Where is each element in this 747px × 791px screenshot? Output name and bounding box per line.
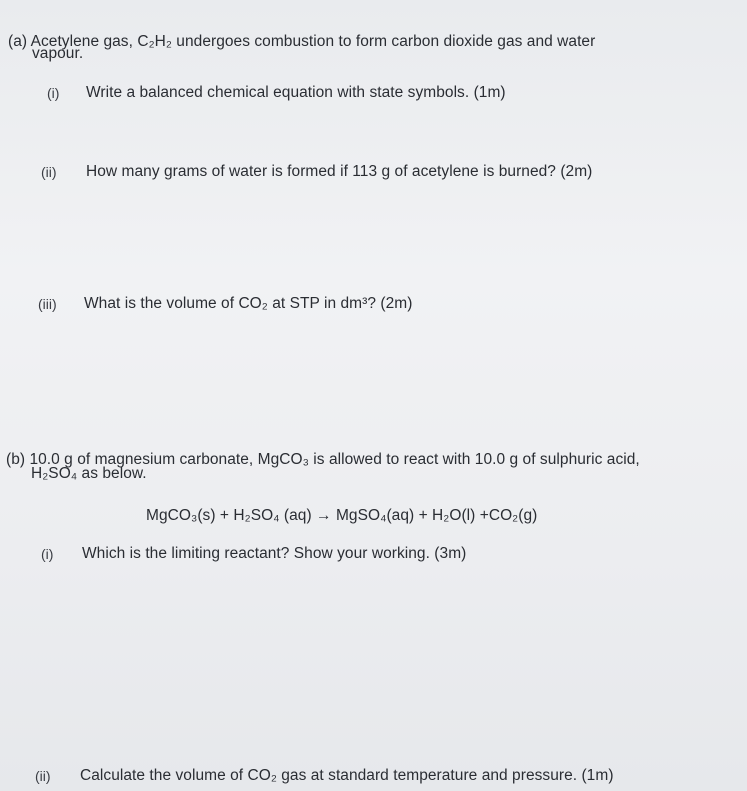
question-a-stem-line2: vapour. xyxy=(32,45,84,62)
question-b-part-i-text: Which is the limiting reactant? Show your working. (3m) xyxy=(82,545,467,562)
question-b-stem-line1: (b) 10.0 g of magnesium carbonate, MgCO₃ is allowed to react with 10.0 g of sulphuric acid, xyxy=(6,451,640,468)
question-a-part-i-number: (i) xyxy=(47,85,60,101)
question-a-part-ii-text: How many grams of water is formed if 113 g of acetylene is burned? (2m) xyxy=(86,163,593,180)
question-b-part-ii-number: (ii) xyxy=(35,768,51,784)
question-b-stem-line2: H₂SO₄ as below. xyxy=(31,465,147,482)
question-a-stem-line1: (a) Acetylene gas, C₂H₂ undergoes combustion to form carbon dioxide gas and water xyxy=(8,33,596,50)
question-b-part-i-number: (i) xyxy=(41,546,54,562)
question-a-part-i-text: Write a balanced chemical equation with state symbols. (1m) xyxy=(86,84,506,101)
question-a-part-iii-text: What is the volume of CO₂ at STP in dm³? (2m) xyxy=(84,295,413,312)
reaction-equation: MgCO₃(s) + H₂SO₄ (aq) → MgSO₄(aq) + H₂O(l) +CO₂(g) xyxy=(146,507,538,524)
question-a-part-ii-number: (ii) xyxy=(41,164,57,180)
question-b-part-ii-text: Calculate the volume of CO₂ gas at standard temperature and pressure. (1m) xyxy=(80,767,614,784)
question-a-part-iii-number: (iii) xyxy=(38,296,57,312)
